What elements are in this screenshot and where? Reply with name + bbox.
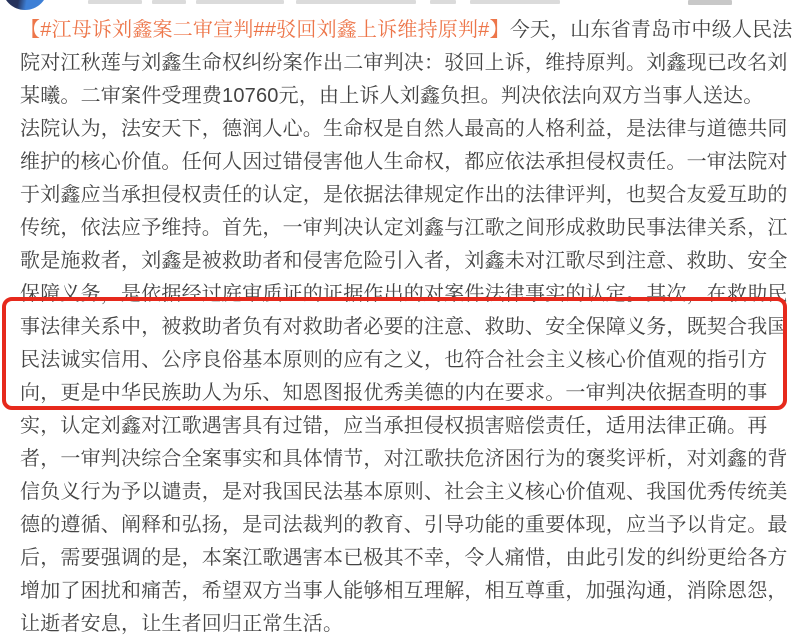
post-line: 歌是施救者，刘鑫是被救助者和侵害危险引入者，刘鑫未对江歌尽到注意、救助、安全 xyxy=(20,250,788,272)
post-line: 维护的核心价值。任何人因过错侵害他人生命权，都应依法承担侵权责任。一审法院对 xyxy=(20,151,788,173)
post-body xyxy=(0,14,800,637)
post-line: 法院认为，法安天下，德润人心。生命权是自然人最高的人格利益，是法律与道德共同 xyxy=(20,118,788,140)
post-line: 信负义行为予以谴责，是对我国民法基本原则、社会主义核心价值观、我国优秀传统美 xyxy=(20,481,788,503)
avatar[interactable] xyxy=(2,0,48,10)
cropped-header-text-fragment xyxy=(88,0,142,4)
post-header xyxy=(0,0,800,14)
post-line: 后，需要强调的是，本案江歌遇害本已极其不幸，令人痛惜，由此引发的纠纷更给各方 xyxy=(20,547,788,569)
cropped-header-badge-fragment xyxy=(688,0,732,5)
cropped-header-text-fragment xyxy=(296,0,416,4)
hashtag-link[interactable]: 【#江母诉刘鑫案二审宣判##驳回刘鑫上诉维持原判#】 xyxy=(20,19,510,41)
cropped-header-text-fragment xyxy=(470,0,560,4)
cropped-header-text-fragment xyxy=(430,0,456,4)
post-line: 让逝者安息，让生者回归正常生活。 xyxy=(20,613,344,635)
post-text: 今天，山东省青岛市中级人民法 xyxy=(509,19,793,41)
post-line: 德的遵循、阐释和弘扬，是司法裁判的教育、引导功能的重要体现，应当予以肯定。最 xyxy=(20,514,788,536)
post-line: 保障义务，是依据经过庭审质证的证据作出的对案件法律事实的认定。其次，在救助民 xyxy=(20,283,788,305)
post-line: 实，认定刘鑫对江歌遇害具有过错，应当承担侵权损害赔偿责任，适用法律正确。再 xyxy=(20,415,768,437)
cropped-header-text-fragment xyxy=(196,0,284,4)
post-line: 民法诚实信用、公序良俗基本原则的应有之义，也符合社会主义核心价值观的指引方 xyxy=(20,349,768,371)
post-line: 事法律关系中，被救助者负有对救助者必要的注意、救助、安全保障义务，既契合我国 xyxy=(20,316,788,338)
cropped-header-text-fragment xyxy=(152,0,186,4)
post-line: 向，更是中华民族助人为乐、知恩图报优秀美德的内在要求。一审判决依据查明的事 xyxy=(20,382,768,404)
post-line: 某曦。二审案件受理费10760元，由上诉人刘鑫负担。判决依法向双方当事人送达。 xyxy=(20,85,764,107)
post-line: 于刘鑫应当承担侵权责任的认定，是依据法律规定作出的法律评判，也契合友爱互助的 xyxy=(20,184,788,206)
post-line: 者，一审判决综合全案事实和具体情节，对江歌扶危济困行为的褒奖评析，对刘鑫的背 xyxy=(20,448,788,470)
post-line xyxy=(20,14,793,47)
post-line: 院对江秋莲与刘鑫生命权纠纷案作出二审判决：驳回上诉，维持原判。刘鑫现已改名刘 xyxy=(20,52,788,74)
post-line: 传统，依法应予维持。首先，一审判决认定刘鑫与江歌之间形成救助民事法律关系，江 xyxy=(20,217,788,239)
post-line: 增加了困扰和痛苦，希望双方当事人能够相互理解，相互尊重，加强沟通，消除恩怨， xyxy=(20,580,788,602)
